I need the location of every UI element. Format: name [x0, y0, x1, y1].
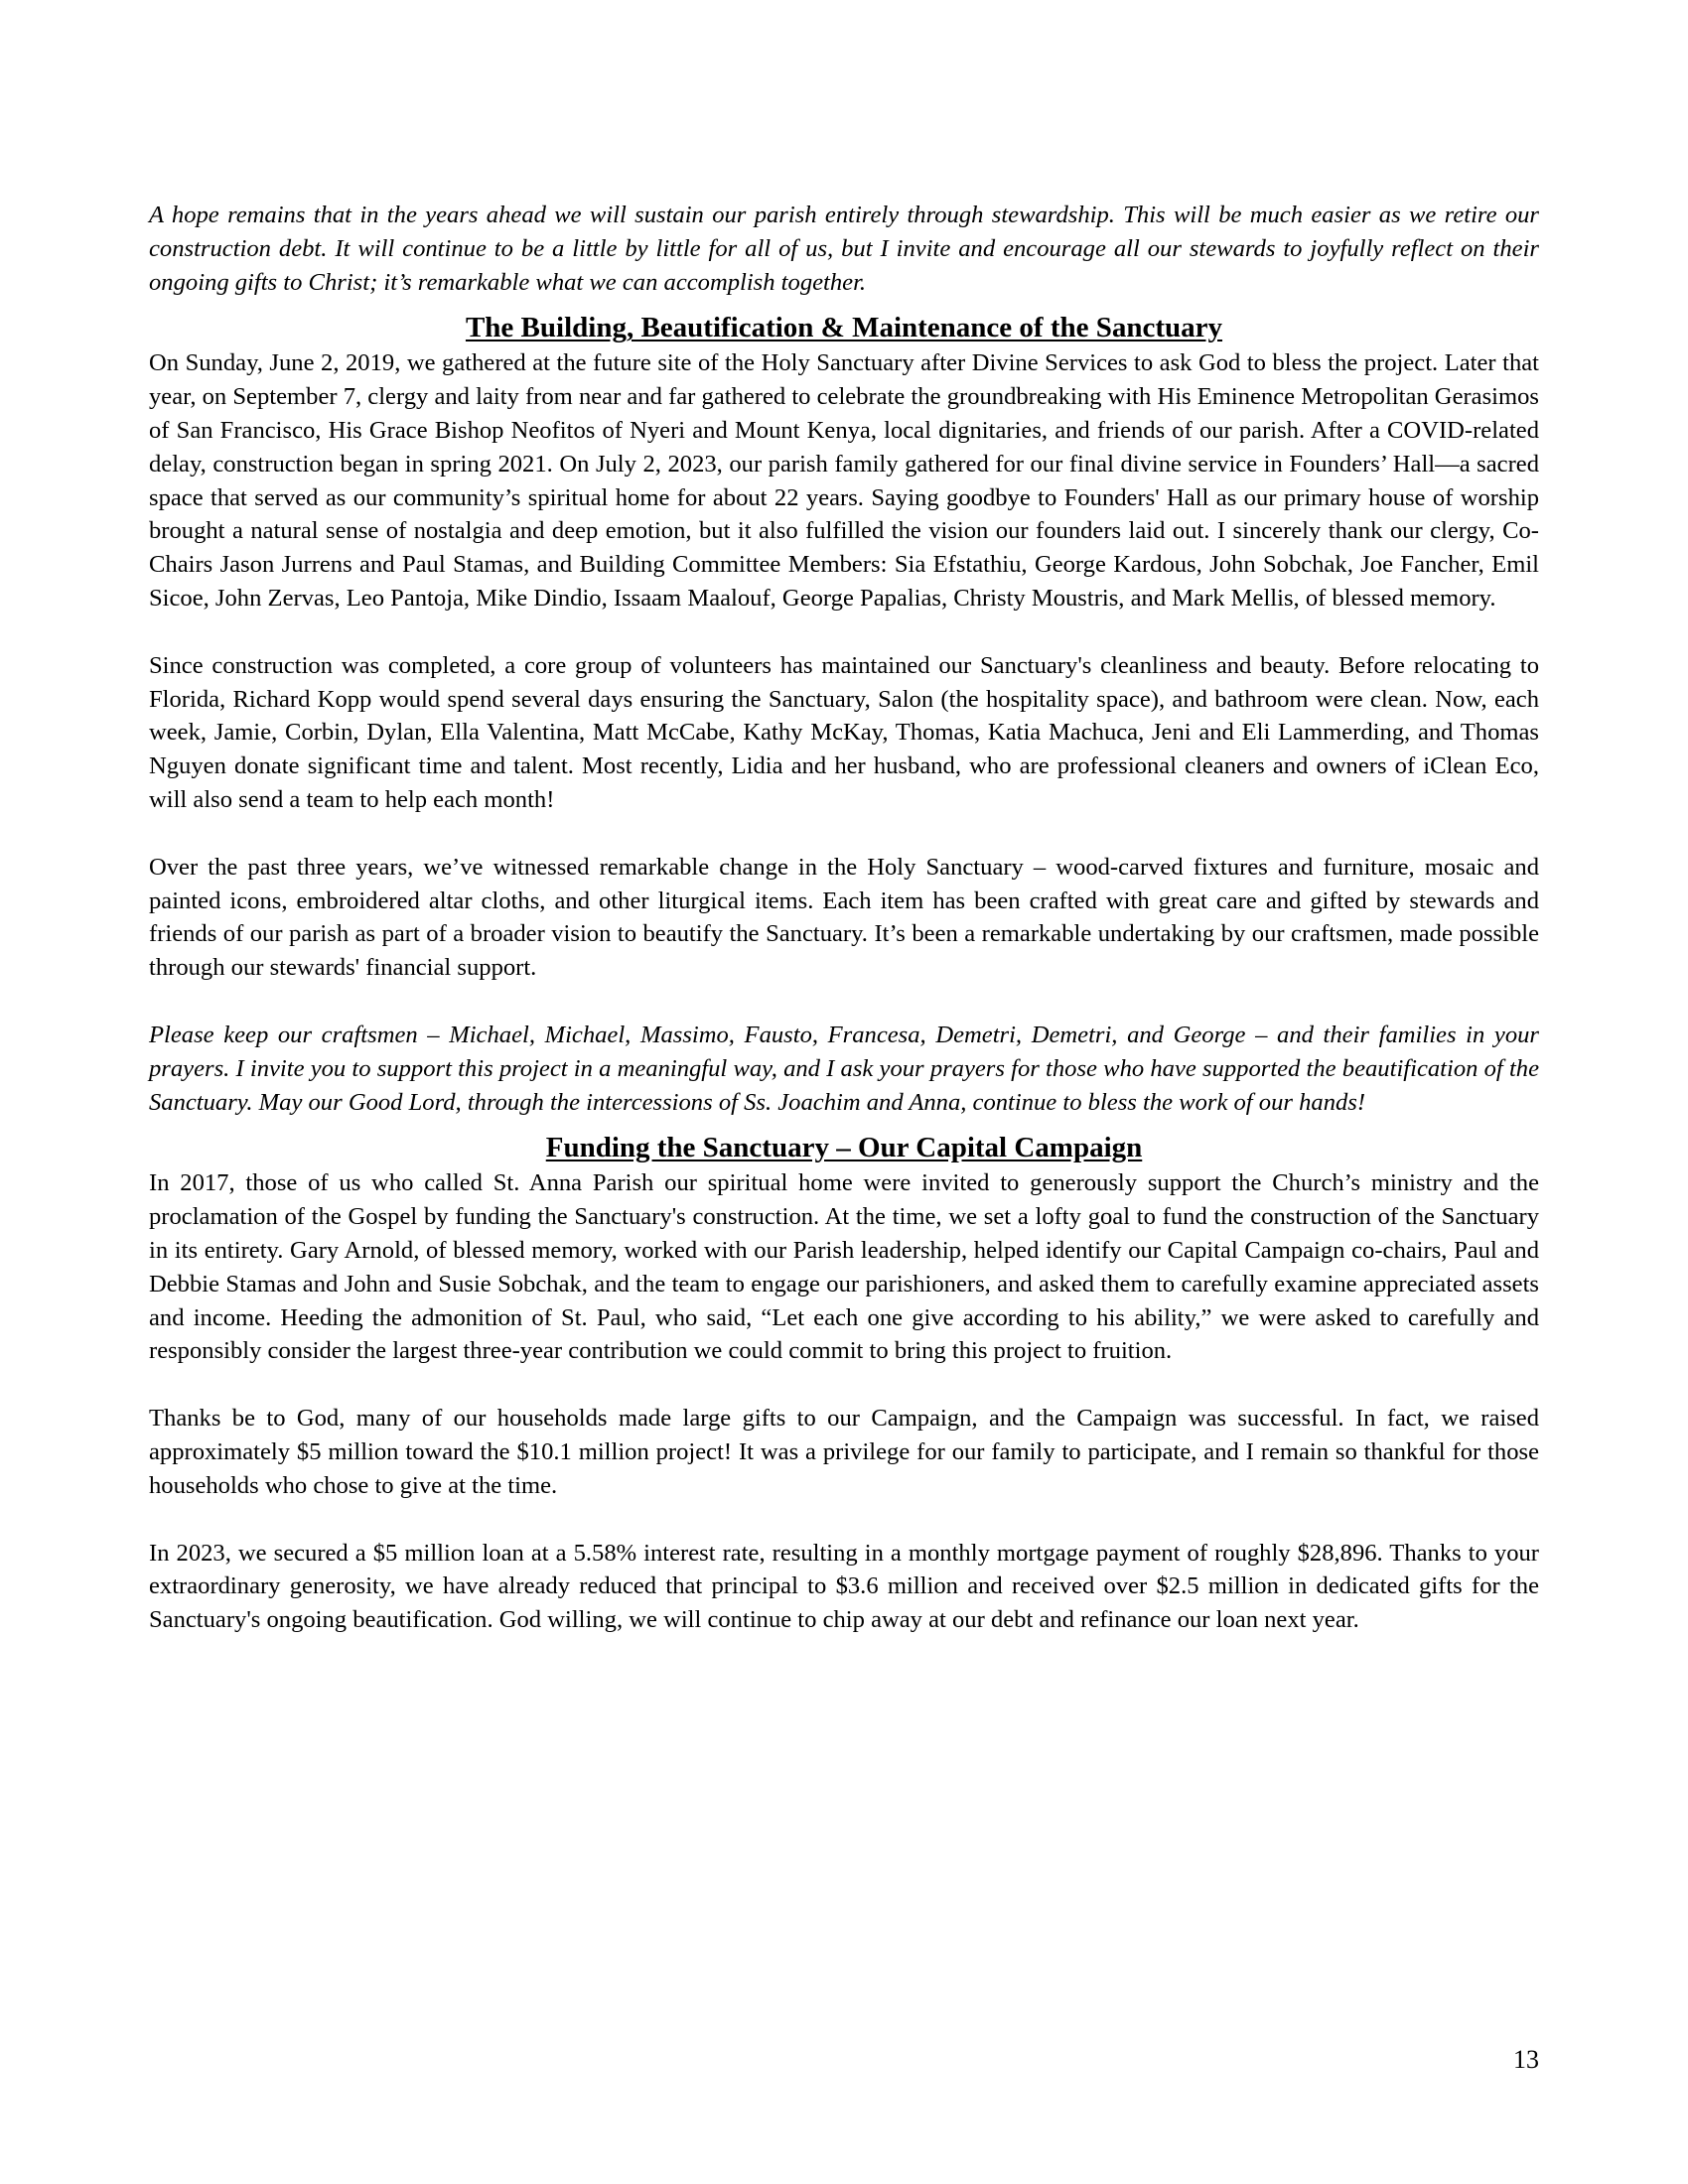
- funding-paragraph-3: In 2023, we secured a $5 million loan at a 5.58% interest rate, resulting in a monthly mortgage payment of roughly $28,896. Thanks to your extraordinary generosity, we have already reduced that principal to $3.6 million and received over $2.5 million in dedicated gifts for the Sanctuary's ongoing beautification. God willing, we will continue to chip away at our debt and refinance our loan next year.: [149, 1539, 1539, 1634]
- building-paragraph-2: Since construction was completed, a core group of volunteers has maintained our Sanctuary's cleanliness and beauty. Before relocating to Florida, Richard Kopp would spend several days ensuring the Sanctuary, Salon (the hospitality space), and bathroom were clean. Now, each week, Jamie, Corbin, Dylan, Ella Valentina, Matt McCabe, Kathy McKay, Thomas, Katia Machuca, Jeni and Eli Lammerding, and Thomas Nguyen donate significant time and talent. Most recently, Lidia and her husband, who are professional cleaners and owners of iClean Eco, will also send a team to help each month!: [149, 651, 1539, 813]
- building-closing-paragraph: Please keep our craftsmen – Michael, Michael, Massimo, Fausto, Francesa, Demetri, Demetri, and George – and their families in your prayers. I invite you to support this project in a meaningful way, and I ask your prayers for those who have supported the beautification of the Sanctuary. May our Good Lord, through the intercessions of Ss. Joachim and Anna, continue to bless the work of our hands!: [149, 1021, 1539, 1116]
- funding-section: [149, 1129, 1539, 1637]
- building-paragraph-3: Over the past three years, we’ve witnessed remarkable change in the Holy Sanctuary – wood-carved fixtures and furniture, mosaic and painted icons, embroidered altar cloths, and other liturgical items. Each item has been crafted with great care and gifted by stewards and friends of our parish as part of a broader vision to beautify the Sanctuary. It’s been a remarkable undertaking by our craftsmen, made possible through our stewards' financial support.: [149, 853, 1539, 982]
- building-section: [149, 309, 1539, 1119]
- funding-paragraph-2: Thanks be to God, many of our households made large gifts to our Campaign, and the Campaign was successful. In fact, we raised approximately $5 million toward the $10.1 million project! It was a privilege for our family to participate, and I remain so thankful for those households who chose to give at the time.: [149, 1405, 1539, 1499]
- building-paragraph-1: On Sunday, June 2, 2019, we gathered at the future site of the Holy Sanctuary after Divine Services to ask God to bless the project. Later that year, on September 7, clergy and laity from near and far gathered to celebrate the groundbreaking with His Eminence Metropolitan Gerasimos of San Francisco, His Grace Bishop Neofitos of Nyeri and Mount Kenya, local dignitaries, and friends of our parish. After a COVID-related delay, construction began in spring 2021. On July 2, 2023, our parish family gathered for our final divine service in Founders’ Hall—a sacred space that served as our community’s spiritual home for about 22 years. Saying goodbye to Founders' Hall as our primary house of worship brought a natural sense of nostalgia and deep emotion, but it also fulfilled the vision our founders laid out. I sincerely thank our clergy, Co-Chairs Jason Jurrens and Paul Stamas, and Building Committee Members: Sia Efstathiu, George Kardous, John Sobchak, Joe Fancher, Emil Sicoe, John Zervas, Leo Pantoja, Mike Dindio, Issaam Maalouf, George Papalias, Christy Moustris, and Mark Mellis, of blessed memory.: [149, 349, 1539, 612]
- document-page: [149, 199, 1539, 1637]
- funding-paragraph-1: In 2017, those of us who called St. Anna Parish our spiritual home were invited to generously support the Church’s ministry and the proclamation of the Gospel by funding the Sanctuary's construction. At the time, we set a lofty goal to fund the construction of the Sanctuary in its entirety. Gary Arnold, of blessed memory, worked with our Parish leadership, helped identify our Capital Campaign co-chairs, Paul and Debbie Stamas and John and Susie Sobchak, and the team to engage our parishioners, and asked them to carefully examine appreciated assets and income. Heeding the admonition of St. Paul, who said, “Let each one give according to his ability,” we were asked to carefully and responsibly consider the largest three-year contribution we could commit to bring this project to fruition.: [149, 1169, 1539, 1365]
- page-number: 13: [1513, 2045, 1539, 2074]
- funding-section-heading: Funding the Sanctuary – Our Capital Campaign: [545, 1132, 1143, 1164]
- building-section-heading: The Building, Beautification & Maintenance of the Sanctuary: [465, 312, 1223, 344]
- intro-paragraph: A hope remains that in the years ahead we will sustain our parish entirely through stewardship. This will be much easier as we retire our construction debt. It will continue to be a little by little for all of us, but I invite and encourage all our stewards to joyfully reflect on their ongoing gifts to Christ; it’s remarkable what we can accomplish together.: [149, 202, 1539, 296]
